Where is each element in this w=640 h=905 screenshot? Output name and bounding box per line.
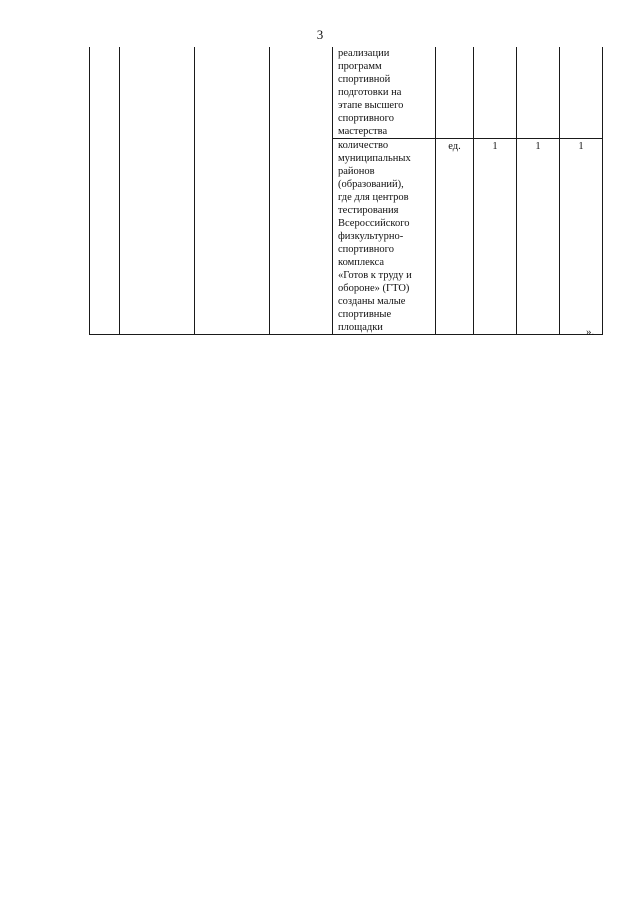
indicators-table [89, 47, 603, 335]
value-cell: 1 [560, 139, 603, 335]
table-cell-empty [195, 47, 270, 335]
page-number: 3 [316, 27, 324, 42]
value-cell: 1 [517, 139, 560, 335]
table-cell-empty [270, 47, 333, 335]
indicator-description: количество муниципальных районов (образований), где для центров тестирования Всероссийского физкультурно- спортивного комплекса «Готов к труду и обороне» (ГТО) созданы малые спортивные площадки [333, 139, 436, 335]
indicator-description: реализации программ спортивной подготовки на этапе высшего спортивного мастерства [333, 47, 436, 139]
value-cell [517, 47, 560, 139]
table-row [90, 47, 603, 139]
value-cell [560, 47, 603, 139]
table-cell-empty [90, 47, 120, 335]
unit-cell [436, 47, 474, 139]
value-cell: 1 [474, 139, 517, 335]
table-cell-empty [120, 47, 195, 335]
closing-quote-mark: ». [586, 326, 595, 338]
unit-cell: ед. [436, 139, 474, 335]
value-cell [474, 47, 517, 139]
